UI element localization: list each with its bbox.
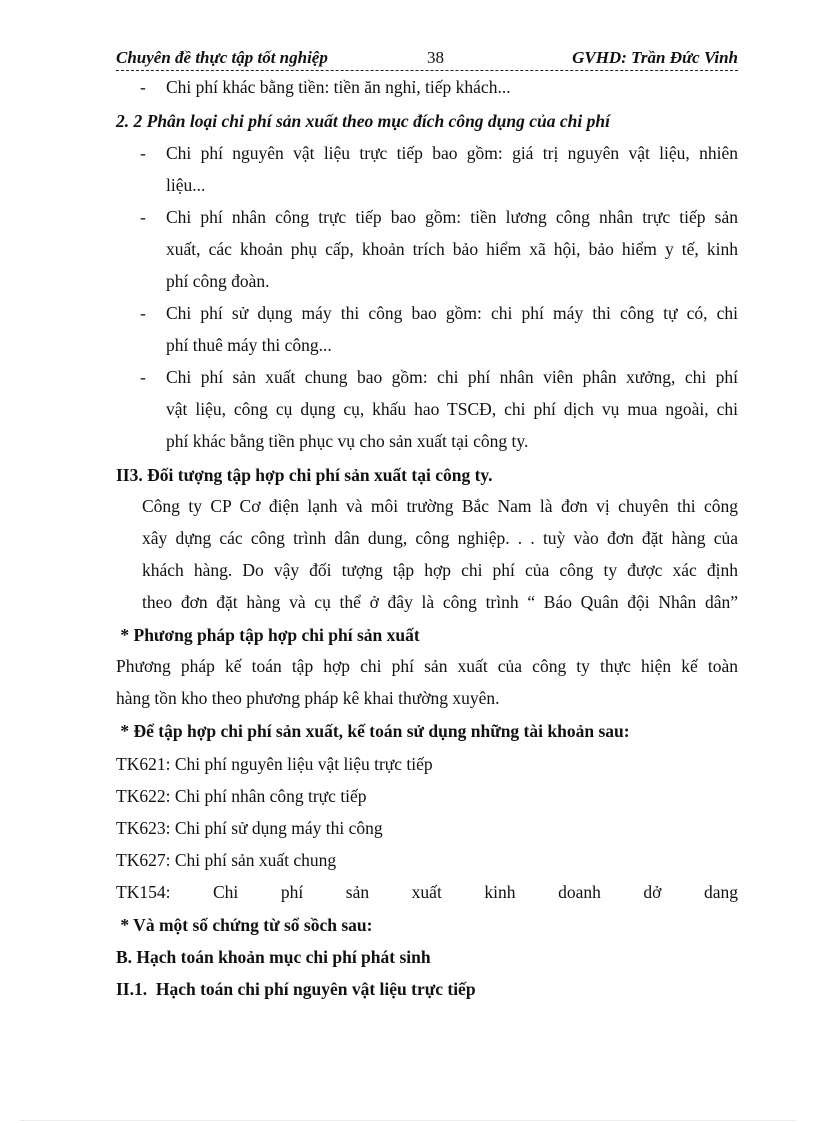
- text-line: phí thuê máy thi công...: [166, 335, 332, 355]
- section-heading-ii3: II3. Đối tượng tập hợp chi phí sản xuất tại công ty.: [116, 465, 493, 485]
- text-line: khách hàng. Do vậy đối tượng tập hợp chi phí của công ty được xác định: [142, 560, 738, 580]
- account-tk627: TK627: Chi phí sản xuất chung: [116, 850, 337, 870]
- section-heading-ii1: II.1. Hạch toán chi phí nguyên vật liệu trực tiếp: [116, 979, 476, 999]
- subheading-method: * Phương pháp tập hợp chi phí sản xuất: [116, 625, 420, 645]
- account-tk622: TK622: Chi phí nhân công trực tiếp: [116, 786, 367, 806]
- text-line: Công ty CP Cơ điện lạnh và môi trường Bắc Nam là đơn vị chuyên thi công: [142, 496, 738, 516]
- section-heading-b: B. Hạch toán khoản mục chi phí phát sinh: [116, 947, 431, 967]
- text-line: Phương pháp kế toán tập hợp chi phí sản xuất của công ty thực hiện kế toàn: [116, 656, 738, 676]
- subheading-documents: * Và một số chứng từ sổ sồch sau:: [116, 915, 373, 935]
- header-title: Chuyên đề thực tập tốt nghiệp: [116, 48, 328, 67]
- bullet-dash: -: [140, 143, 146, 163]
- page-bottom-border: [20, 1120, 796, 1121]
- account-tk623: TK623: Chi phí sử dụng máy thi công: [116, 818, 383, 838]
- page-number: 38: [427, 48, 444, 67]
- text-line: xuất, các khoản phụ cấp, khoản trích bảo hiểm xã hội, bảo hiểm y tế, kinh: [166, 239, 738, 259]
- subheading-accounts: * Để tập hợp chi phí sản xuất, kế toán sử dụng những tài khoản sau:: [116, 721, 630, 741]
- text-line: phí công đoàn.: [166, 271, 270, 291]
- account-tk154: TK154: Chi phí sản xuất kinh doanh dở dang: [116, 882, 738, 902]
- text-line: vật liệu, công cụ dụng cụ, khấu hao TSCĐ, chi phí dịch vụ mua ngoài, chi: [166, 399, 738, 419]
- section-heading-2-2: 2. 2 Phân loại chi phí sản xuất theo mục đích công dụng của chi phí: [116, 111, 610, 131]
- text-line: theo đơn đặt hàng và cụ thể ở đây là công trình “ Báo Quân đội Nhân dân”: [142, 592, 738, 612]
- text-line: Chi phí sản xuất chung bao gồm: chi phí nhân viên phân xưởng, chi phí: [166, 367, 738, 387]
- bullet-dash: -: [140, 207, 146, 227]
- text-line: Chi phí nhân công trực tiếp bao gồm: tiền lương công nhân trực tiếp sản: [166, 207, 738, 227]
- header-supervisor: GVHD: Trần Đức Vinh: [572, 48, 738, 67]
- text-line: hàng tồn kho theo phương pháp kê khai thường xuyên.: [116, 688, 500, 708]
- page-header: [116, 46, 738, 72]
- text-line: Chi phí khác bằng tiền: tiền ăn nghỉ, tiếp khách...: [166, 77, 511, 97]
- text-line: Chi phí nguyên vật liệu trực tiếp bao gồm: giá trị nguyên vật liệu, nhiên: [166, 143, 738, 163]
- header-divider: [116, 70, 738, 71]
- account-tk621: TK621: Chi phí nguyên liệu vật liệu trực tiếp: [116, 754, 433, 774]
- text-line: xây dựng các công trình dân dung, công nghiệp. . . tuỳ vào đơn đặt hàng của: [142, 528, 738, 548]
- text-line: phí khác bằng tiền phục vụ cho sản xuất tại công ty.: [166, 431, 529, 451]
- bullet-dash: -: [140, 77, 146, 97]
- bullet-dash: -: [140, 367, 146, 387]
- text-line: Chi phí sử dụng máy thi công bao gồm: chi phí máy thi công tự có, chi: [166, 303, 738, 323]
- bullet-dash: -: [140, 303, 146, 323]
- text-line: liệu...: [166, 175, 206, 195]
